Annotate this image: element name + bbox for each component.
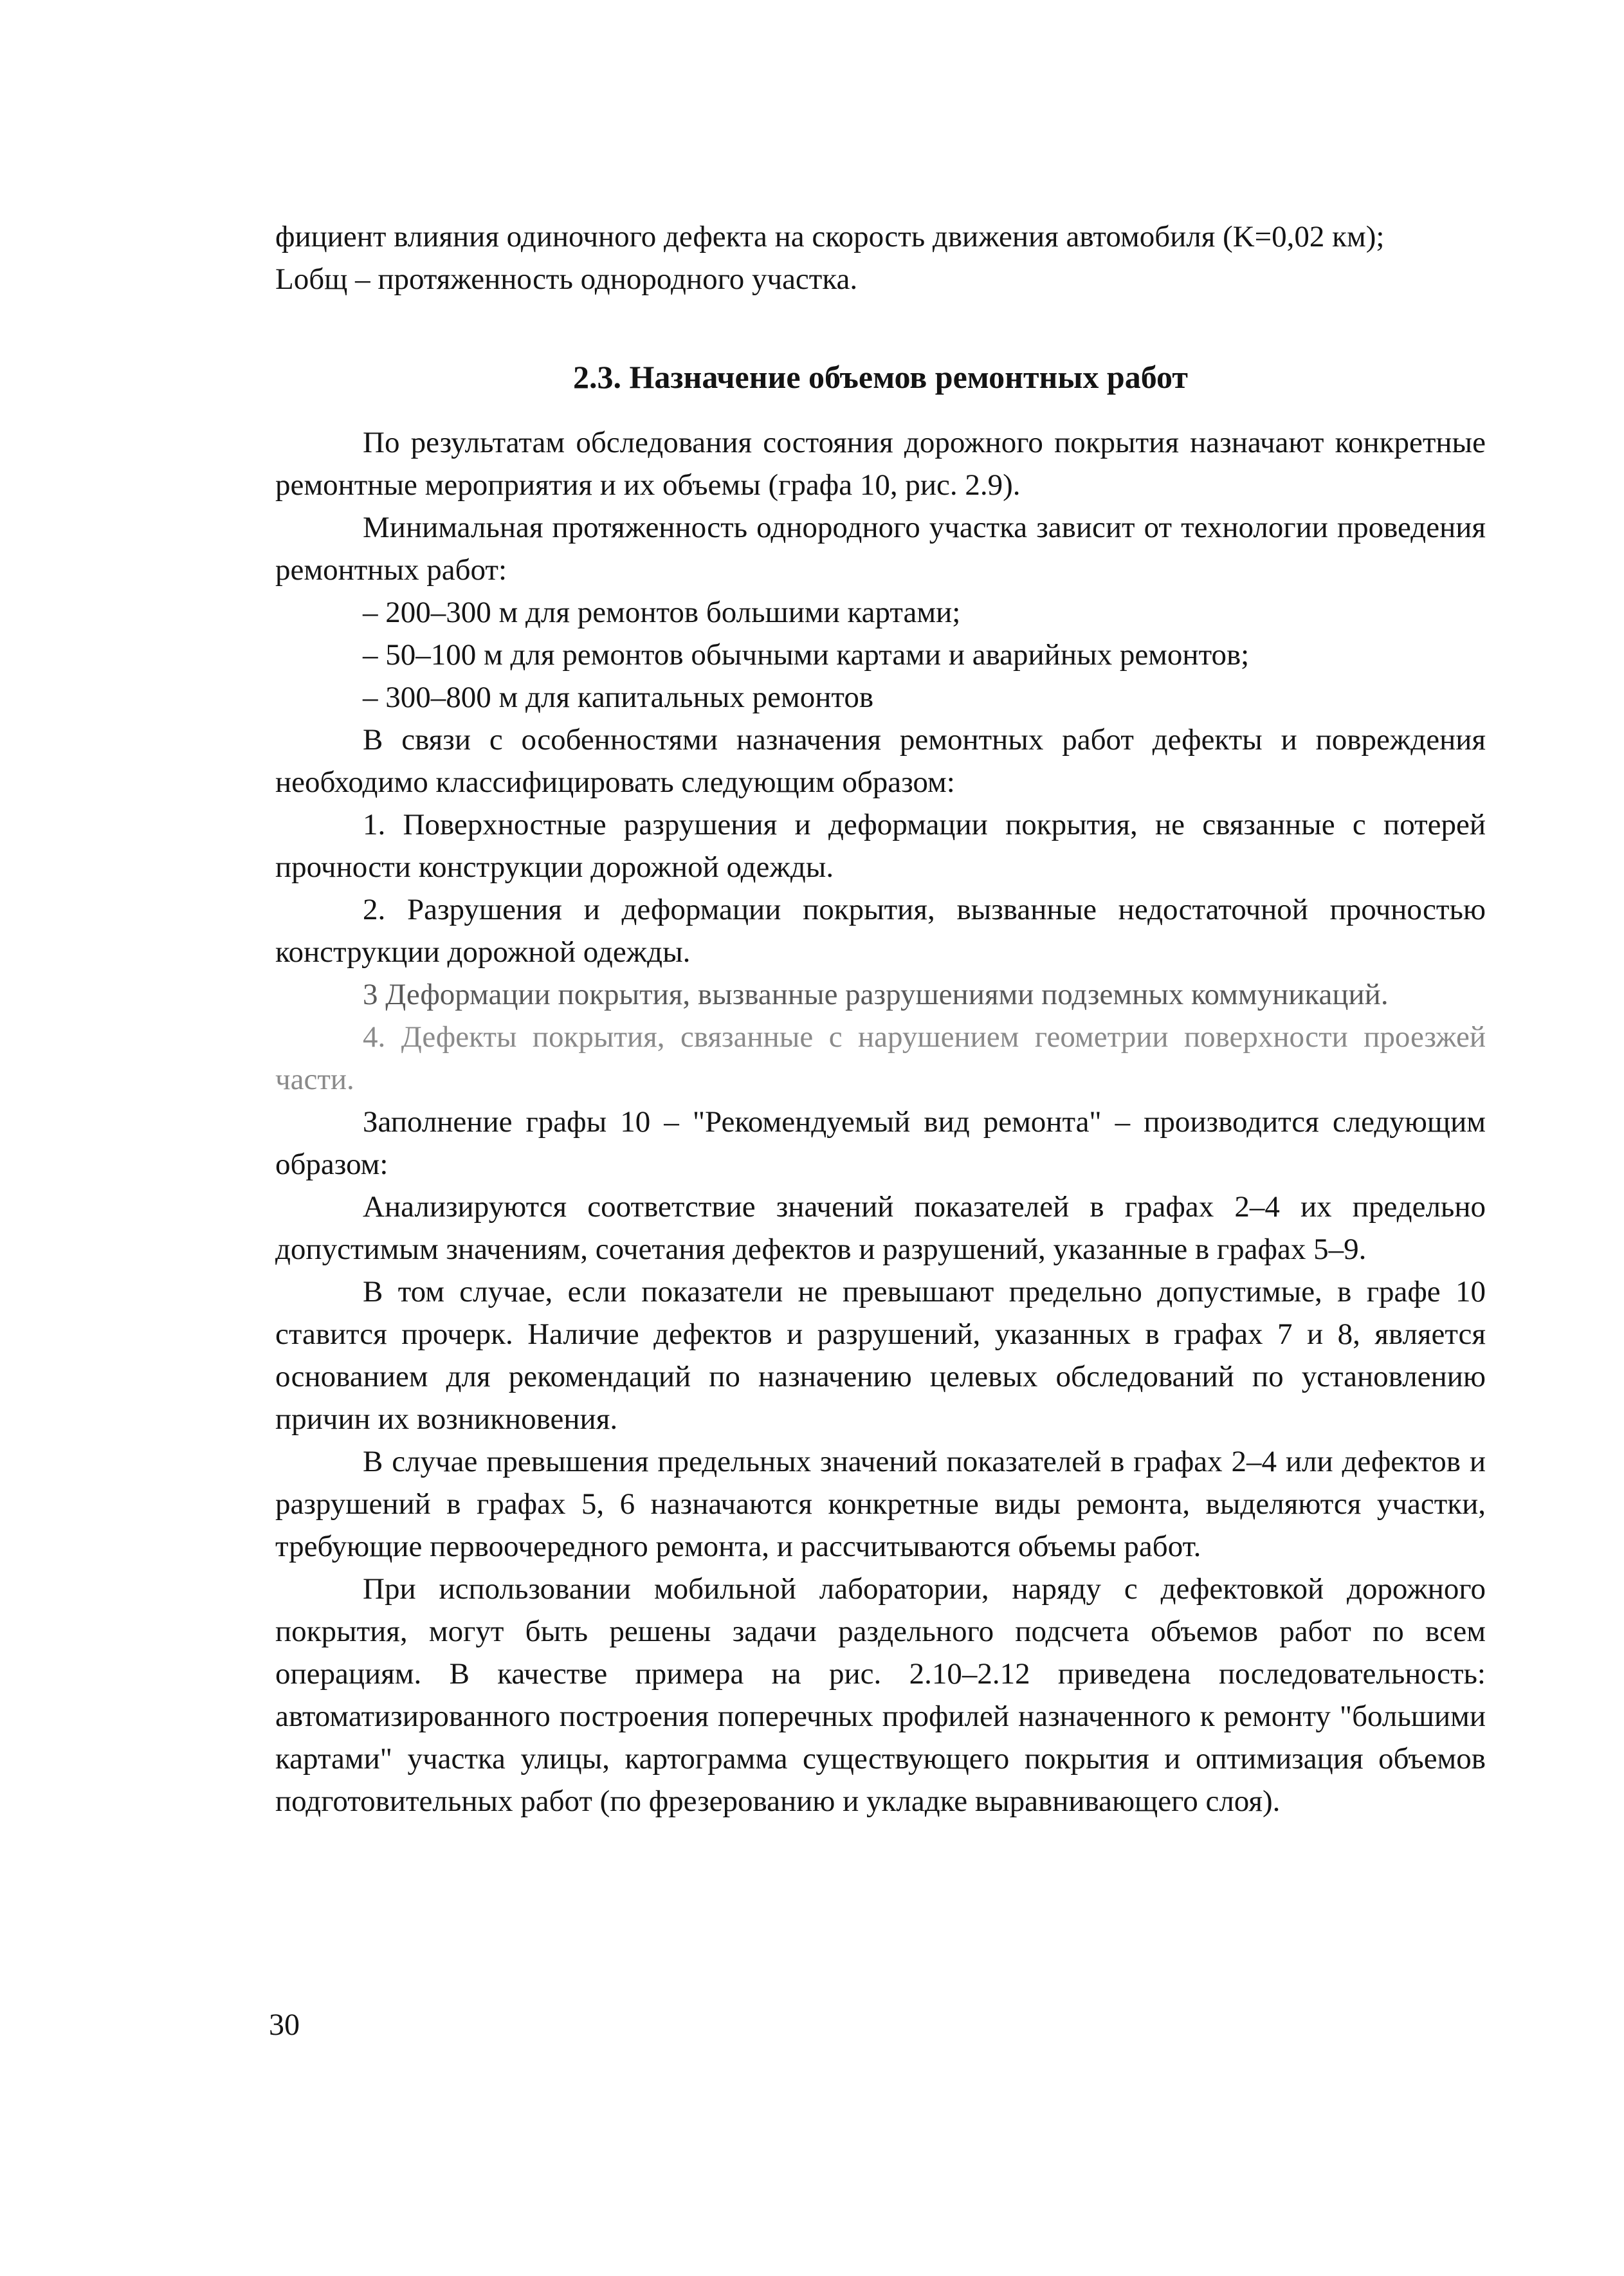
paragraph-6: В том случае, если показатели не превышают предельно допустимые, в графе 10 ставится прочерк. Наличие дефектов и разрушений, указанных в графах 7 и 8, является основанием для рекомендаций по назначению целевых обследований по установлению причин их возникновения. — [275, 1275, 1486, 1436]
classification-item-4: 4. Дефекты покрытия, связанные с нарушением геометрии поверхности проезжей части. — [275, 1020, 1486, 1096]
classification-item-3: 3 Деформации покрытия, вызванные разрушениями подземных коммуникаций. — [363, 978, 1389, 1011]
section-heading: 2.3. Назначение объемов ремонтных работ — [573, 359, 1188, 395]
paragraph-continuation-1: фициент влияния одиночного дефекта на скорость движения автомобиля (K=0,02 км); — [275, 220, 1385, 253]
classification-item-2: 2. Разрушения и деформации покрытия, вызванные недостаточной прочностью конструкции дорожной одежды. — [275, 893, 1486, 969]
body-text — [275, 216, 1486, 1822]
paragraph-7: В случае превышения предельных значений показателей в графах 2–4 или дефектов и разрушений в графах 5, 6 назначаются конкретные виды ремонта, выделяются участки, требующие первоочередного ремонта, и рассчитываются объемы работ. — [275, 1445, 1486, 1563]
list-item-3: – 300–800 м для капитальных ремонтов — [363, 681, 874, 714]
classification-item-1: 1. Поверхностные разрушения и деформации покрытия, не связанные с потерей прочности конструкции дорожной одежды. — [275, 808, 1486, 884]
list-item-2: – 50–100 м для ремонтов обычными картами и аварийных ремонтов; — [363, 638, 1250, 672]
paragraph-2: Минимальная протяженность однородного участка зависит от технологии проведения ремонтных работ: — [275, 511, 1486, 587]
paragraph-3: В связи с особенностями назначения ремонтных работ дефекты и повреждения необходимо классифицировать следующим образом: — [275, 723, 1486, 799]
list-item-1: – 200–300 м для ремонтов большими картами; — [363, 596, 961, 629]
paragraph-5: Анализируются соответствие значений показателей в графах 2–4 их предельно допустимым значениям, сочетания дефектов и разрушений, указанные в графах 5–9. — [275, 1190, 1486, 1266]
paragraph-continuation-2: Lобщ – протяженность однородного участка. — [275, 262, 858, 296]
paragraph-4: Заполнение графы 10 – "Рекомендуемый вид ремонта" – производится следующим образом: — [275, 1105, 1486, 1181]
paragraph-1: По результатам обследования состояния дорожного покрытия назначают конкретные ремонтные мероприятия и их объемы (графа 10, рис. 2.9). — [275, 426, 1486, 502]
page-number: 30 — [269, 2008, 300, 2042]
paragraph-8: При использовании мобильной лаборатории, наряду с дефектовкой дорожного покрытия, могут быть решены задачи раздельного подсчета объемов работ по всем операциям. В качестве примера на рис. 2.10–2.12 приведена последовательность: автоматизированного построения поперечных профилей назначенного к ремонту "большими картами" участка улицы, картограмма существующего покрытия и оптимизация объемов подготовительных работ (по фрезерованию и укладке выравнивающего слоя). — [275, 1572, 1486, 1818]
